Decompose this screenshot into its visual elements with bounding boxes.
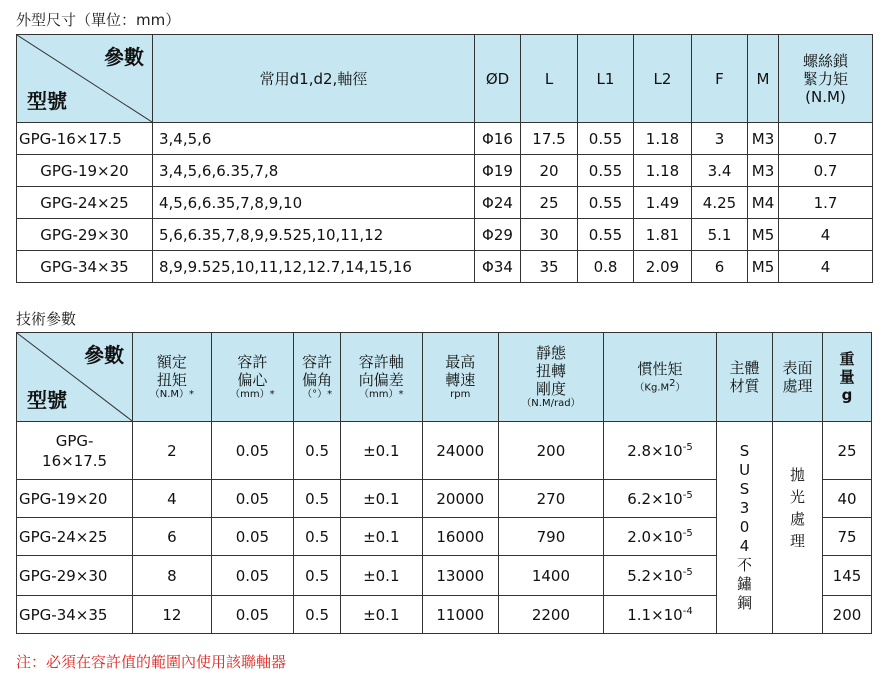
header-unit: （mm）* — [230, 389, 275, 400]
rated-torque-cell: 4 — [133, 480, 211, 518]
m-cell: M3 — [748, 123, 779, 155]
material-char: 4 — [739, 537, 750, 555]
material-char: U — [739, 461, 751, 479]
m-cell: M4 — [748, 187, 779, 219]
stiffness-cell: 200 — [498, 422, 603, 480]
od-cell: Φ16 — [475, 123, 521, 155]
inertia-exp: -5 — [682, 527, 693, 539]
header-line: 容許軸 — [358, 353, 404, 371]
rated-torque-cell: 12 — [133, 596, 211, 634]
l2-cell: 2.09 — [634, 251, 692, 283]
table-row — [17, 219, 873, 251]
l1-cell: 0.55 — [578, 123, 634, 155]
weight-cell: 25 — [823, 422, 872, 480]
header-unit: （mm）* — [359, 389, 404, 400]
corner-params-label: 參數 — [104, 45, 144, 69]
specs-table — [16, 332, 872, 634]
speed-cell: 16000 — [422, 518, 498, 556]
weight-cell: 40 — [823, 480, 872, 518]
l-cell: 17.5 — [521, 123, 578, 155]
inertia-cell — [603, 596, 716, 634]
angle-cell: 0.5 — [294, 518, 341, 556]
surface-char: 拋 — [790, 465, 806, 484]
inertia-exp: -5 — [682, 489, 693, 501]
table-row — [17, 422, 872, 480]
header-line: 處理 — [782, 377, 813, 395]
header-screw-torque-line2: 緊力矩 — [802, 69, 848, 88]
table-row — [17, 251, 873, 283]
corner-model-label: 型號 — [27, 89, 67, 113]
model-line: 16×17.5 — [42, 451, 108, 470]
inertia-base: 5.2×10 — [627, 566, 683, 585]
inertia-base: 1.1×10 — [627, 605, 683, 624]
eccentric-cell: 0.05 — [211, 556, 294, 596]
material-char: 0 — [739, 518, 750, 536]
header-line: 扭轉 — [535, 362, 566, 380]
inertia-exp: -4 — [682, 605, 693, 617]
header-line: 容許 — [237, 353, 268, 371]
m-cell: M5 — [748, 251, 779, 283]
angle-cell: 0.5 — [294, 422, 341, 480]
l2-cell: 1.49 — [634, 187, 692, 219]
material-char: 鏽 — [737, 575, 753, 593]
l-cell: 20 — [521, 155, 578, 187]
rated-torque-cell: 8 — [133, 556, 211, 596]
header-unit — [604, 378, 716, 394]
eccentric-cell: 0.05 — [211, 480, 294, 518]
angle-cell: 0.5 — [294, 480, 341, 518]
angle-cell: 0.5 — [294, 556, 341, 596]
axial-cell: ±0.1 — [341, 422, 423, 480]
header-line: 最高 — [445, 353, 476, 371]
eccentric-cell: 0.05 — [211, 596, 294, 634]
header-line: g — [841, 386, 853, 404]
header-material — [717, 333, 773, 422]
header-unit: （°）* — [302, 389, 333, 400]
material-cell — [717, 422, 773, 634]
stiffness-cell: 1400 — [498, 556, 603, 596]
bore-cell: 3,4,5,6,6.35,7,8 — [153, 155, 475, 187]
specs-corner-model-label: 型號 — [27, 388, 67, 412]
axial-cell: ±0.1 — [341, 596, 423, 634]
inertia-cell — [603, 518, 716, 556]
bore-cell: 3,4,5,6 — [153, 123, 475, 155]
rated-torque-cell: 6 — [133, 518, 211, 556]
bore-cell: 5,6,6.35,7,8,9,9.525,10,11,12 — [153, 219, 475, 251]
l2-cell: 1.18 — [634, 123, 692, 155]
header-stiffness — [498, 333, 603, 422]
header-rated-torque — [133, 333, 211, 422]
header-surface — [773, 333, 823, 422]
header-line: 主體 — [729, 359, 760, 377]
m-cell: M3 — [748, 155, 779, 187]
header-line: 容許 — [302, 353, 333, 371]
speed-cell: 11000 — [422, 596, 498, 634]
model-cell: GPG-34×35 — [17, 596, 133, 634]
f-cell: 3.4 — [692, 155, 748, 187]
table-row — [17, 123, 873, 155]
model-cell: GPG-16×17.5 — [17, 123, 153, 155]
f-cell: 4.25 — [692, 187, 748, 219]
header-l1: L1 — [578, 35, 634, 123]
header-speed — [422, 333, 498, 422]
l1-cell: 0.55 — [578, 219, 634, 251]
header-line: 額定 — [156, 353, 187, 371]
l2-cell: 1.81 — [634, 219, 692, 251]
od-cell: Φ29 — [475, 219, 521, 251]
header-unit-base: （Kg.M — [634, 382, 670, 394]
dimensions-title: 外型尺寸（單位：mm） — [16, 11, 181, 29]
header-line: 偏心 — [237, 371, 268, 389]
table-row — [17, 155, 873, 187]
m-cell: M5 — [748, 219, 779, 251]
header-eccentric — [211, 333, 294, 422]
screw-torque-cell: 0.7 — [779, 123, 873, 155]
material-char: 不 — [737, 556, 753, 574]
header-unit-close: ） — [675, 382, 686, 394]
od-cell: Φ34 — [475, 251, 521, 283]
angle-cell: 0.5 — [294, 596, 341, 634]
header-angle — [294, 333, 341, 422]
material-char: S — [739, 480, 750, 498]
speed-cell: 20000 — [422, 480, 498, 518]
l-cell: 30 — [521, 219, 578, 251]
model-cell: GPG-24×25 — [17, 518, 133, 556]
header-line: 慣性矩 — [637, 359, 683, 378]
stiffness-cell: 270 — [498, 480, 603, 518]
inertia-base: 2.0×10 — [627, 527, 683, 546]
l-cell: 35 — [521, 251, 578, 283]
model-cell: GPG-19×20 — [17, 480, 133, 518]
dimensions-table — [16, 34, 873, 283]
l1-cell: 0.55 — [578, 155, 634, 187]
header-line: 偏角 — [302, 371, 333, 389]
model-cell: GPG-24×25 — [17, 187, 153, 219]
header-line: 材質 — [729, 377, 760, 395]
surface-char: 處 — [790, 509, 806, 528]
material-char: S — [739, 442, 750, 460]
f-cell: 5.1 — [692, 219, 748, 251]
header-axial — [341, 333, 423, 422]
material-char: 鋼 — [737, 594, 753, 612]
header-od: ØD — [475, 35, 521, 123]
surface-cell — [773, 422, 823, 634]
screw-torque-cell: 4 — [779, 251, 873, 283]
inertia-exp: -5 — [682, 441, 693, 453]
header-m: M — [748, 35, 779, 123]
header-bore: 常用d1,d2,軸徑 — [153, 35, 475, 123]
header-unit: （N.M）* — [149, 389, 195, 400]
header-weight — [823, 333, 872, 422]
l-cell: 25 — [521, 187, 578, 219]
header-line: 剛度 — [535, 380, 566, 398]
model-cell: GPG-19×20 — [17, 155, 153, 187]
bore-cell: 4,5,6,6.35,7,8,9,10 — [153, 187, 475, 219]
axial-cell: ±0.1 — [341, 480, 423, 518]
stiffness-cell: 790 — [498, 518, 603, 556]
model-cell: GPG-29×30 — [17, 219, 153, 251]
inertia-base: 6.2×10 — [627, 489, 683, 508]
header-screw-torque-line1: 螺絲鎖 — [802, 51, 848, 70]
inertia-cell — [603, 422, 716, 480]
f-cell: 6 — [692, 251, 748, 283]
model-line: GPG- — [55, 431, 94, 450]
l1-cell: 0.8 — [578, 251, 634, 283]
header-unit: rpm — [450, 389, 471, 400]
header-l: L — [521, 35, 578, 123]
header-line: 轉速 — [445, 371, 476, 389]
header-line: 重 — [839, 350, 855, 368]
table-row — [17, 187, 873, 219]
specs-corner-header — [17, 333, 133, 422]
speed-cell: 13000 — [422, 556, 498, 596]
inertia-base: 2.8×10 — [627, 441, 683, 460]
rated-torque-cell: 2 — [133, 422, 211, 480]
weight-cell: 200 — [823, 596, 872, 634]
header-screw-torque — [779, 35, 873, 123]
header-line: 向偏差 — [358, 371, 404, 389]
model-cell — [17, 422, 133, 480]
f-cell: 3 — [692, 123, 748, 155]
screw-torque-cell: 1.7 — [779, 187, 873, 219]
specs-title: 技術參數 — [16, 310, 77, 328]
screw-torque-cell: 4 — [779, 219, 873, 251]
eccentric-cell: 0.05 — [211, 518, 294, 556]
weight-cell: 145 — [823, 556, 872, 596]
header-line: 表面 — [782, 359, 813, 377]
material-char: 3 — [739, 499, 750, 517]
od-cell: Φ19 — [475, 155, 521, 187]
speed-cell: 24000 — [422, 422, 498, 480]
usage-note: 注：必須在容許值的範圍內使用該聯軸器 — [16, 653, 287, 671]
l2-cell: 1.18 — [634, 155, 692, 187]
header-screw-torque-line3: (N.M) — [805, 87, 846, 106]
header-unit-exp: 2 — [669, 377, 676, 389]
od-cell: Φ24 — [475, 187, 521, 219]
header-f: F — [692, 35, 748, 123]
l1-cell: 0.55 — [578, 187, 634, 219]
inertia-cell — [603, 556, 716, 596]
inertia-exp: -5 — [682, 566, 693, 578]
model-cell: GPG-34×35 — [17, 251, 153, 283]
surface-char: 光 — [790, 487, 806, 506]
header-inertia — [603, 333, 716, 422]
axial-cell: ±0.1 — [341, 556, 423, 596]
model-cell: GPG-29×30 — [17, 556, 133, 596]
header-l2: L2 — [634, 35, 692, 123]
bore-cell: 8,9,9.525,10,11,12,12.7,14,15,16 — [153, 251, 475, 283]
axial-cell: ±0.1 — [341, 518, 423, 556]
header-unit: （N.M/rad） — [521, 398, 581, 409]
stiffness-cell: 2200 — [498, 596, 603, 634]
weight-cell: 75 — [823, 518, 872, 556]
surface-char: 理 — [790, 531, 806, 550]
header-line: 靜態 — [535, 344, 566, 362]
corner-header — [17, 35, 153, 123]
header-line: 扭矩 — [156, 371, 187, 389]
header-line: 量 — [839, 368, 855, 386]
specs-corner-params-label: 參數 — [84, 343, 125, 367]
screw-torque-cell: 0.7 — [779, 155, 873, 187]
inertia-cell — [603, 480, 716, 518]
eccentric-cell: 0.05 — [211, 422, 294, 480]
